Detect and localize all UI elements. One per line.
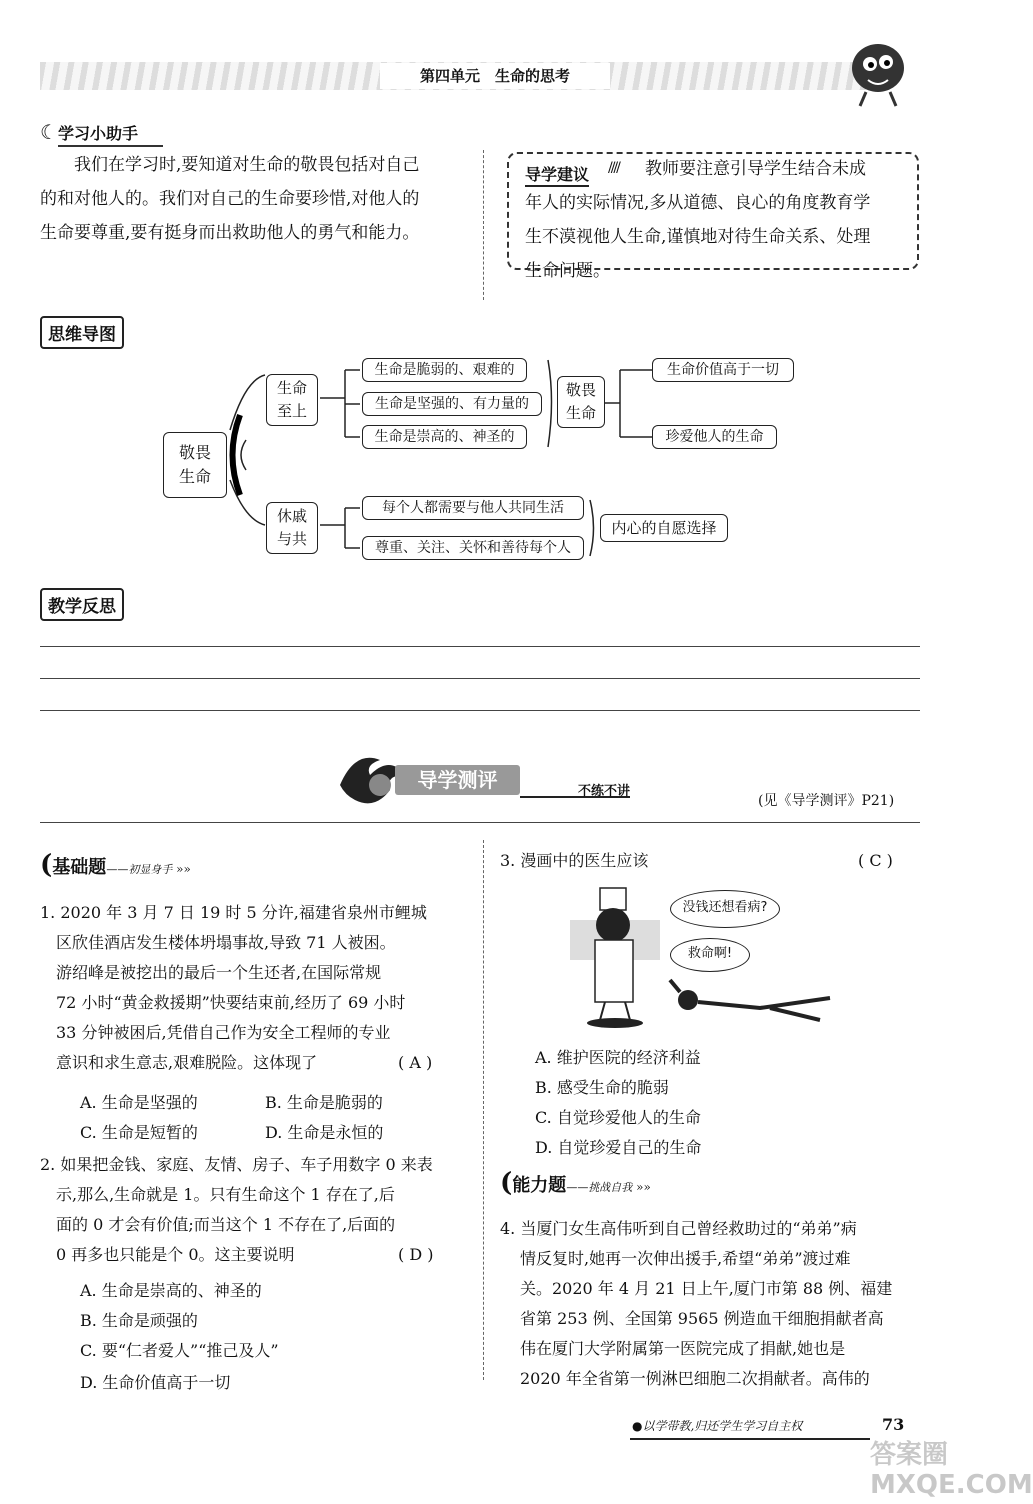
- q2-option-b: B. 生命是顽强的: [80, 1311, 198, 1330]
- helper-heading: ☾学习小助手: [40, 120, 138, 144]
- node-branch2: 休戚 与共: [266, 502, 318, 554]
- page-number: 73: [882, 1415, 905, 1434]
- guide-label: 导学建议: [525, 162, 589, 187]
- q3-option-d: D. 自觉珍爱自己的生命: [535, 1138, 702, 1157]
- q1-option-c: C. 生命是短暂的: [80, 1123, 198, 1142]
- q2-option-c: C. 要“仁者爱人”“推己及人”: [80, 1341, 279, 1360]
- reflection-title: 教学反思: [40, 588, 124, 621]
- answer-3: ( C ): [858, 851, 893, 870]
- slash-icon: ////: [608, 160, 619, 176]
- q2-option-d: D. 生命价值高于一切: [80, 1373, 231, 1392]
- node-b1-item-0: 生命是脆弱的、艰难的: [362, 358, 527, 382]
- node-b2-result: 内心的自愿选择: [600, 514, 728, 542]
- divider: [40, 822, 920, 823]
- reflection-line: [40, 646, 920, 647]
- basic-heading: (基础题——初显身手 »»: [40, 850, 191, 880]
- eval-title: 导学测评: [395, 765, 520, 795]
- watermark: 答案圈 MXQE.COM: [870, 1440, 1033, 1500]
- answer-1: ( A ): [398, 1053, 433, 1072]
- q3-option-c: C. 自觉珍爱他人的生命: [535, 1108, 701, 1127]
- q1-option-d: D. 生命是永恒的: [265, 1123, 384, 1142]
- cartoon: [570, 880, 850, 1030]
- node-jw-item-0: 生命价值高于一切: [652, 358, 794, 382]
- node-jw-item-1: 珍爱他人的生命: [652, 425, 777, 449]
- helper-text: 我们在学习时,要知道对生命的敬畏包括对自己 的和对他人的。我们对自己的生命要珍惜,对他人的 生命要尊重,要有挺身而出救助他人的勇气和能力。: [40, 155, 420, 243]
- footer-motto: ●以学带教,归还学生学习自主权: [632, 1419, 803, 1433]
- eval-subtitle: 不练不讲: [520, 780, 630, 798]
- reflection-line: [40, 678, 920, 679]
- speech-bubble-patient: 救命啊!: [670, 938, 750, 972]
- reflection-line: [40, 710, 920, 711]
- ability-heading: (能力题——挑战自我 »»: [500, 1168, 651, 1198]
- node-b2-item-0: 每个人都需要与他人共同生活: [362, 496, 584, 520]
- q2-option-a: A. 生命是崇高的、神圣的: [80, 1281, 262, 1300]
- question-3: 3. 漫画中的医生应该: [500, 851, 649, 870]
- node-b1-item-1: 生命是坚强的、有力量的: [362, 392, 542, 416]
- node-branch1: 生命 至上: [266, 374, 318, 426]
- eval-reference: (见《导学测评》P21): [758, 793, 895, 809]
- node-b1-item-2: 生命是崇高的、神圣的: [362, 425, 527, 449]
- question-1: 1. 2020 年 3 月 7 日 19 时 5 分许,福建省泉州市鲤城 区欣佳酒店发生楼体坍塌事故,导致 71 人被困。 游绍峰是被挖出的最后一个生还者,在国际常规 72 小时“黄金救援期”快要结束前,经历了 69 小时 33 分钟被困后,凭借自己作为安全工程师的专业 意识和求生意志,艰难脱险。这体现了: [40, 903, 427, 1072]
- guide-line-0: 教师要注意引导学生结合未成: [645, 159, 866, 179]
- divider: [483, 840, 485, 1380]
- q1-option-a: A. 生命是坚强的: [80, 1093, 198, 1112]
- speech-bubble-doctor: 没钱还想看病?: [670, 890, 780, 928]
- question-4: 4. 当厦门女生高伟听到自己曾经救助过的“弟弟”病 情反复时,她再一次伸出援手,希望“弟弟”渡过难 关。2020 年 4 月 21 日上午,厦门市第 88 例、福建 省第 253 例、全国第 9565 例造血干细胞捐献者高 伟在厦门大学附属第一医院完成了捐献,她也是 2020 年全省第一例淋巴细胞二次捐献者。高伟的: [500, 1219, 893, 1388]
- page-title: 第四单元 生命的思考: [380, 63, 610, 89]
- node-jingwei: 敬畏 生命: [557, 376, 605, 428]
- q1-option-b: B. 生命是脆弱的: [265, 1093, 383, 1112]
- answer-2: ( D ): [398, 1245, 434, 1264]
- q3-option-a: A. 维护医院的经济利益: [535, 1048, 701, 1067]
- node-root: 敬畏 生命: [163, 432, 227, 498]
- question-2: 2. 如果把金钱、家庭、友情、房子、车子用数字 0 来表 示,那么,生命就是 1。只有生命这个 1 存在了,后 面的 0 才会有价值;而当这个 1 不存在了,后面的 0 再多也只能是个 0。这主要说明: [40, 1155, 433, 1264]
- q3-option-b: B. 感受生命的脆弱: [535, 1078, 669, 1097]
- mindmap-title: 思维导图: [40, 316, 124, 349]
- footer-rule: [630, 1438, 870, 1440]
- node-b2-item-1: 尊重、关注、关怀和善待每个人: [362, 536, 584, 560]
- guide-rest: 年人的实际情况,多从道德、良心的角度教育学 生不漠视他人生命,谨慎地对待生命关系、处理 生命问题。: [525, 193, 871, 281]
